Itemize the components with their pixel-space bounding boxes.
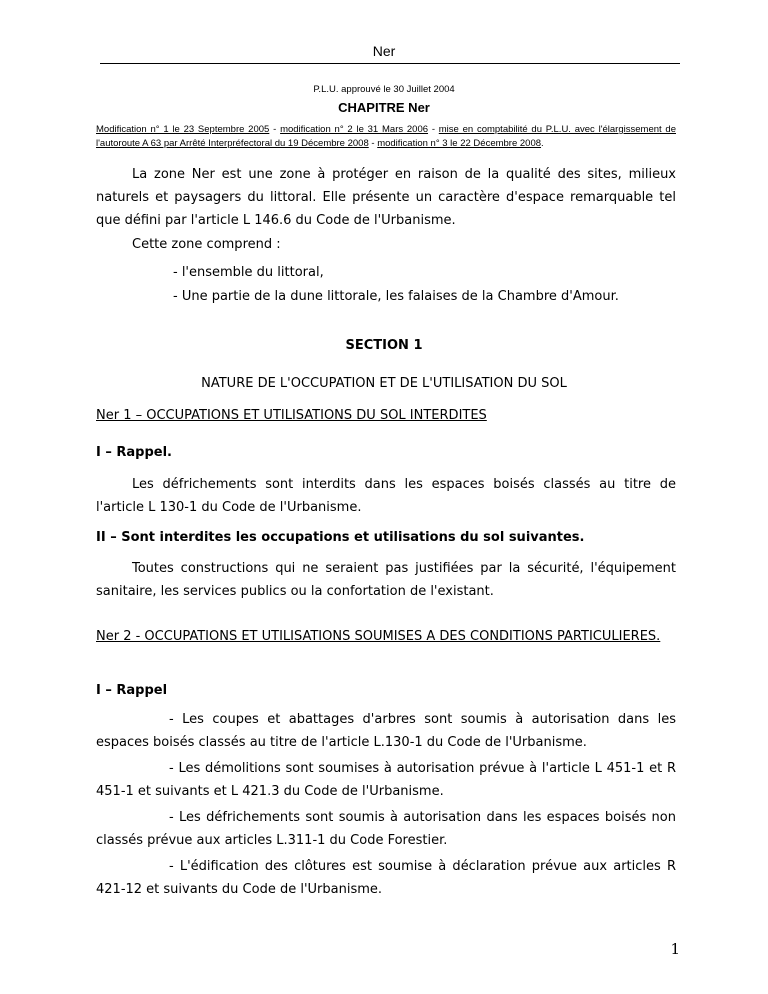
modifications-list [96, 123, 676, 151]
ner1-interdites-text: Toutes constructions qui ne seraient pas justifiées par la sécurité, l'équipement sanitaire, les services publics ou la confortation de l'existant. [96, 561, 676, 599]
ner2-rappel-item: - L'édification des clôtures est soumise à déclaration prévue aux articles R 421-12 et suivants du Code de l'Urbanisme. [96, 859, 676, 897]
modification-link-4[interactable]: modification n° 3 le 22 Décembre 2008 [377, 138, 542, 149]
zone-item: - Une partie de la dune littorale, les falaises de la Chambre d'Amour. [173, 289, 619, 304]
ner1-title: Ner 1 – OCCUPATIONS ET UTILISATIONS DU SOL INTERDITES [96, 408, 487, 423]
end-period: . [541, 138, 544, 149]
separator: - [269, 124, 281, 135]
header-divider [100, 63, 680, 64]
ner1-rappel-text: Les défrichements sont interdits dans les espaces boisés classés au titre de l'article L 130-1 du Code de l'Urbanisme. [96, 477, 676, 515]
ner1-rappel-title: I – Rappel. [96, 445, 172, 460]
zone-includes-label: Cette zone comprend : [132, 237, 281, 252]
section-title: NATURE DE L'OCCUPATION ET DE L'UTILISATION DU SOL [201, 376, 567, 391]
ner2-title: Ner 2 - OCCUPATIONS ET UTILISATIONS SOUMISES A DES CONDITIONS PARTICULIERES. [96, 629, 661, 644]
modification-link-3[interactable]: mise en comptabilité du P.L.U. avec l'élargissement de l'autoroute A 63 par Arrêté Interpréfectoral du 19 Décembre 2008 [96, 124, 676, 149]
ner2-rappel-item: - Les coupes et abattages d'arbres sont soumis à autorisation dans les espaces boisés classés au titre de l'article L.130-1 du Code de l'Urbanisme. [96, 712, 676, 750]
page-number: 1 [670, 940, 680, 958]
separator: - [428, 124, 439, 135]
ner1-interdites-title: II – Sont interdites les occupations et utilisations du sol suivantes. [96, 530, 585, 545]
zone-item: - l'ensemble du littoral, [173, 265, 324, 280]
separator: - [368, 138, 378, 149]
modification-link-1[interactable]: Modification n° 1 le 23 Septembre 2005 [96, 124, 270, 135]
ner2-rappel-item: - Les défrichements sont soumis à autorisation dans les espaces boisés non classés prévue aux articles L.311-1 du Code Forestier. [96, 810, 676, 848]
intro-paragraph: La zone Ner est une zone à protéger en raison de la qualité des sites, milieux naturels et paysagers du littoral. Elle présente un caractère d'espace remarquable tel que défini par l'article L 146.6 du Code de l'Urbanisme. [96, 167, 676, 228]
modification-link-2[interactable]: modification n° 2 le 31 Mars 2006 [280, 124, 429, 135]
ner2-rappel-item: - Les démolitions sont soumises à autorisation prévue à l'article L 451-1 et R 451-1 et suivants et L 421.3 du Code de l'Urbanisme. [96, 761, 676, 799]
chapter-title: CHAPITRE Ner [338, 100, 430, 115]
ner2-rappel-title: I – Rappel [96, 683, 168, 698]
section-heading: SECTION 1 [345, 338, 423, 353]
running-header: Ner [372, 43, 396, 59]
approval-note: P.L.U. approuvé le 30 Juillet 2004 [313, 84, 455, 95]
